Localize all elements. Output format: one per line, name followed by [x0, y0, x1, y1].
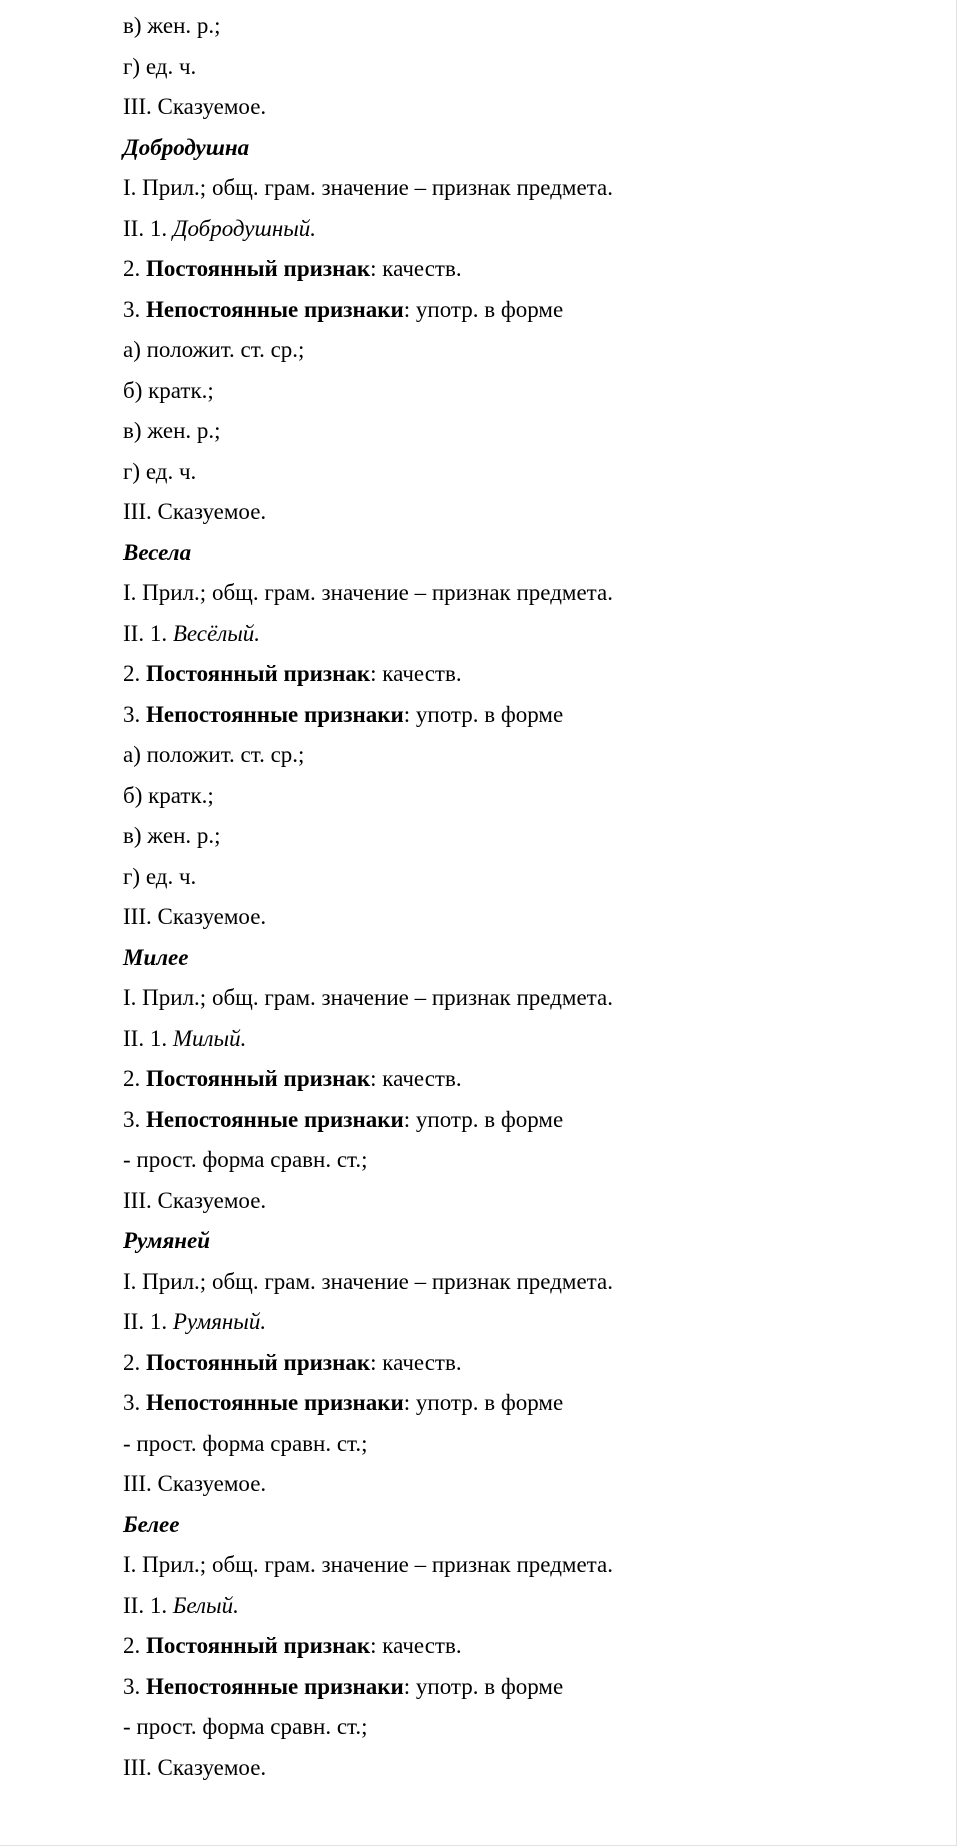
italic-word: Весёлый.	[172, 620, 261, 646]
analysis-line	[123, 614, 923, 655]
analysis-line	[123, 87, 923, 128]
line-text: I. Прил.; общ. грам. значение – признак предмета.	[123, 1552, 613, 1577]
line-text: III. Сказуемое.	[123, 1754, 267, 1780]
analysis-line	[123, 776, 923, 817]
analysis-line	[123, 411, 923, 452]
analysis-line	[123, 371, 923, 412]
line-text: 3.	[123, 701, 146, 727]
bold-term: Непостоянные признаки	[146, 1106, 404, 1132]
line-text: II. 1.	[123, 215, 173, 241]
analysis-line	[123, 897, 923, 938]
analysis-line	[123, 978, 923, 1019]
line-text: III. Сказуемое.	[123, 904, 267, 929]
analysis-line	[123, 209, 923, 250]
analysis-line	[123, 1464, 923, 1505]
line-text: 2.	[123, 1066, 146, 1091]
line-text: 3.	[123, 1673, 146, 1699]
analysis-line	[123, 1181, 923, 1222]
line-text: I. Прил.; общ. грам. значение – признак предмета.	[123, 175, 613, 200]
bold-term: Непостоянные признаки	[146, 1390, 404, 1415]
analysis-line	[123, 1100, 923, 1141]
analysis-line	[123, 1424, 923, 1465]
line-text: а) положит. ст. ср.;	[123, 337, 305, 362]
line-text: 2.	[123, 256, 146, 281]
bold-term: Постоянный признак	[146, 256, 371, 281]
line-text: г) ед. ч.	[123, 458, 197, 484]
analysis-line	[123, 249, 923, 290]
line-text: а) положит. ст. ср.;	[123, 742, 305, 767]
line-text: III. Сказуемое.	[123, 1187, 267, 1213]
document-body	[123, 6, 923, 1788]
word-heading: Милее	[123, 944, 189, 970]
analysis-line	[123, 330, 923, 371]
analysis-line	[123, 1748, 923, 1789]
line-text: 3.	[123, 296, 146, 322]
line-text: б) кратк.;	[123, 377, 214, 403]
line-text: II. 1.	[123, 620, 173, 646]
analysis-line	[123, 857, 923, 898]
analysis-line	[123, 452, 923, 493]
analysis-line	[123, 6, 923, 47]
line-suffix: : качеств.	[370, 661, 462, 686]
line-text: - прост. форма сравн. ст.;	[123, 1430, 368, 1456]
analysis-line	[123, 168, 923, 209]
line-text: г) ед. ч.	[123, 53, 197, 79]
line-text: I. Прил.; общ. грам. значение – признак предмета.	[123, 580, 613, 605]
line-text: I. Прил.; общ. грам. значение – признак предмета.	[123, 1268, 613, 1294]
word-heading: Румяней	[123, 1228, 211, 1253]
bold-term: Непостоянные признаки	[146, 296, 404, 322]
line-suffix: : употр. в форме	[403, 296, 564, 322]
line-text: 3.	[123, 1106, 146, 1132]
analysis-line	[123, 735, 923, 776]
line-text: б) кратк.;	[123, 782, 214, 808]
line-suffix: : качеств.	[370, 1349, 462, 1375]
line-text: I. Прил.; общ. грам. значение – признак предмета.	[123, 985, 613, 1010]
analysis-line	[123, 816, 923, 857]
line-text: в) жен. р.;	[123, 823, 221, 848]
bold-term: Постоянный признак	[146, 1349, 371, 1375]
italic-word: Белый.	[172, 1592, 239, 1618]
analysis-line	[123, 1140, 923, 1181]
line-suffix: : качеств.	[370, 1633, 462, 1658]
line-text: 2.	[123, 1349, 146, 1375]
line-suffix: : употр. в форме	[403, 1106, 564, 1132]
analysis-line	[123, 290, 923, 331]
italic-word: Милый.	[172, 1025, 247, 1051]
line-suffix: : употр. в форме	[403, 1390, 564, 1415]
line-text: III. Сказуемое.	[123, 1471, 267, 1496]
analysis-line	[123, 1019, 923, 1060]
line-text: - прост. форма сравн. ст.;	[123, 1147, 368, 1172]
analysis-line	[123, 1302, 923, 1343]
analysis-line	[123, 573, 923, 614]
line-suffix: : качеств.	[370, 256, 462, 281]
line-text: III. Сказуемое.	[123, 94, 267, 119]
line-text: 2.	[123, 661, 146, 686]
line-suffix: : употр. в форме	[403, 701, 564, 727]
line-suffix: : качеств.	[370, 1066, 462, 1091]
italic-word: Добродушный.	[172, 215, 317, 241]
line-text: в) жен. р.;	[123, 13, 221, 38]
analysis-line	[123, 492, 923, 533]
analysis-line	[123, 47, 923, 88]
analysis-line	[123, 654, 923, 695]
analysis-line	[123, 1545, 923, 1586]
line-text: II. 1.	[123, 1309, 173, 1334]
analysis-line	[123, 1059, 923, 1100]
analysis-line	[123, 1626, 923, 1667]
italic-word: Румяный.	[172, 1309, 267, 1334]
analysis-line	[123, 1262, 923, 1303]
word-heading: Добродушна	[123, 134, 250, 160]
line-text: в) жен. р.;	[123, 418, 221, 443]
line-text: II. 1.	[123, 1025, 173, 1051]
bold-term: Непостоянные признаки	[146, 1673, 404, 1699]
analysis-line	[123, 1707, 923, 1748]
line-suffix: : употр. в форме	[403, 1673, 564, 1699]
bold-term: Постоянный признак	[146, 1633, 371, 1658]
bold-term: Постоянный признак	[146, 1066, 371, 1091]
line-text: II. 1.	[123, 1592, 173, 1618]
line-text: III. Сказуемое.	[123, 499, 267, 524]
bold-term: Постоянный признак	[146, 661, 371, 686]
analysis-line	[123, 1586, 923, 1627]
line-text: 2.	[123, 1633, 146, 1658]
word-heading: Белее	[123, 1511, 180, 1537]
bold-term: Непостоянные признаки	[146, 701, 404, 727]
word-heading: Весела	[123, 539, 192, 565]
analysis-line	[123, 1383, 923, 1424]
line-text: г) ед. ч.	[123, 863, 197, 889]
analysis-line	[123, 695, 923, 736]
analysis-line	[123, 1667, 923, 1708]
analysis-line	[123, 1343, 923, 1384]
line-text: 3.	[123, 1390, 146, 1415]
line-text: - прост. форма сравн. ст.;	[123, 1714, 368, 1739]
